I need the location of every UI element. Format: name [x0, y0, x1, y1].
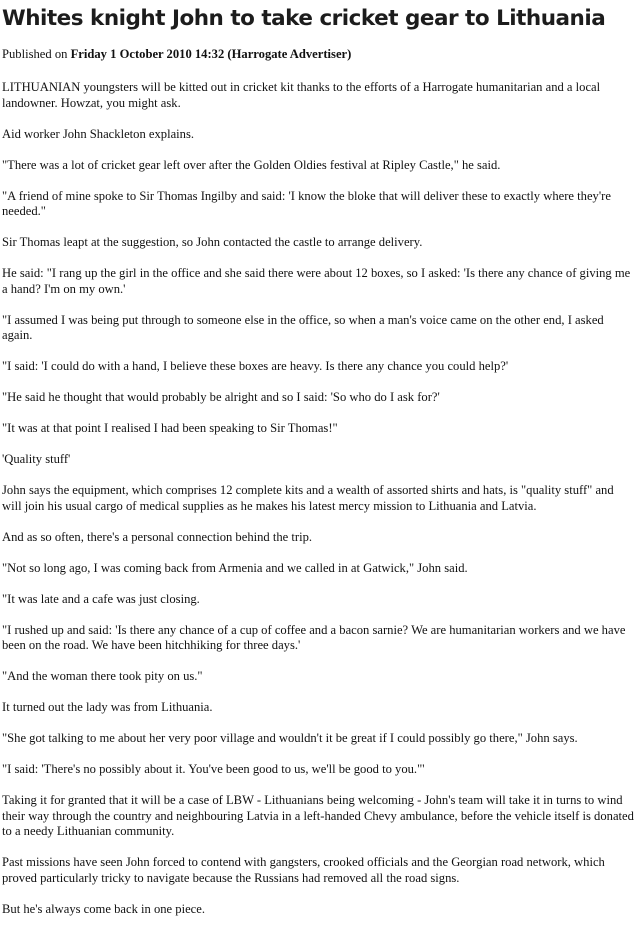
article-paragraph: He said: "I rang up the girl in the office and she said there were about 12 boxes, so I asked: 'Is there any chance of giving me a hand? I'm on my own.' [2, 266, 631, 296]
article-paragraph: And as so often, there's a personal connection behind the trip. [2, 529, 313, 544]
article-paragraph: Past missions have seen John forced to contend with gangsters, crooked officials and the Georgian road network, which proved particularly tricky to navigate because the Russians had removed all the road signs. [2, 855, 605, 885]
article-paragraph: "Not so long ago, I was coming back from Armenia and we called in at Gatwick," John said. [2, 560, 468, 575]
article-body [2, 80, 636, 933]
article-paragraph: "There was a lot of cricket gear left over after the Golden Oldies festival at Ripley Castle," he said. [2, 157, 501, 172]
article-paragraph: LITHUANIAN youngsters will be kitted out in cricket kit thanks to the efforts of a Harrogate humanitarian and a local landowner. Howzat, you might ask. [2, 80, 601, 110]
byline-date: Friday 1 October 2010 14:32 (Harrogate Advertiser) [70, 47, 352, 61]
article-paragraph: John says the equipment, which comprises 12 complete kits and a wealth of assorted shirts and hats, is "quality stuff" and will join his usual cargo of medical supplies as he makes his latest mercy mission to Lithuania and Latvia. [2, 483, 614, 513]
article-paragraph: "It was at that point I realised I had been speaking to Sir Thomas!" [2, 421, 338, 435]
article-byline [2, 46, 351, 62]
article-paragraph: "He said he thought that would probably be alright and so I said: 'So who do I ask for?' [2, 390, 440, 404]
article-paragraph: "And the woman there took pity on us." [2, 669, 203, 683]
article-paragraph: "A friend of mine spoke to Sir Thomas Ingilby and said: 'I know the bloke that will deliver these to exactly where they're needed." [2, 188, 611, 218]
article-paragraph: Aid worker John Shackleton explains. [2, 126, 195, 141]
article-paragraph: "She got talking to me about her very poor village and wouldn't it be great if I could possibly go there," John says. [2, 731, 578, 745]
article-paragraph: "I said: 'There's no possibly about it. You've been good to us, we'll be good to you."' [2, 762, 425, 776]
article-paragraph: "I said: 'I could do with a hand, I believe these boxes are heavy. Is there any chance you could help?' [2, 359, 509, 373]
article-paragraph: But he's always come back in one piece. [2, 901, 206, 916]
article-subheading: 'Quality stuff' [2, 452, 71, 466]
article-paragraph: "I rushed up and said: 'Is there any chance of a cup of coffee and a bacon sarnie? We are humanitarian workers and we have been on the road. We have been hitchhiking for three days.' [2, 622, 626, 652]
article-paragraph: "I assumed I was being put through to someone else in the office, so when a man's voice came on the other end, I asked again. [2, 312, 604, 342]
article-paragraph: "It was late and a cafe was just closing. [2, 591, 200, 606]
article-headline: Whites knight John to take cricket gear to Lithuania [2, 6, 606, 31]
article-paragraph: Sir Thomas leapt at the suggestion, so John contacted the castle to arrange delivery. [2, 235, 423, 249]
article-paragraph: Taking it for granted that it will be a case of LBW - Lithuanians being welcoming - John's team will take it in turns to wind their way through the country and neighbouring Latvia in a left-handed Chevy ambulance, before the vehicle itself is donated to a needy Lithuanian community. [2, 793, 634, 838]
article-paragraph: It turned out the lady was from Lithuania. [2, 700, 213, 714]
byline-prefix: Published on [2, 47, 68, 61]
